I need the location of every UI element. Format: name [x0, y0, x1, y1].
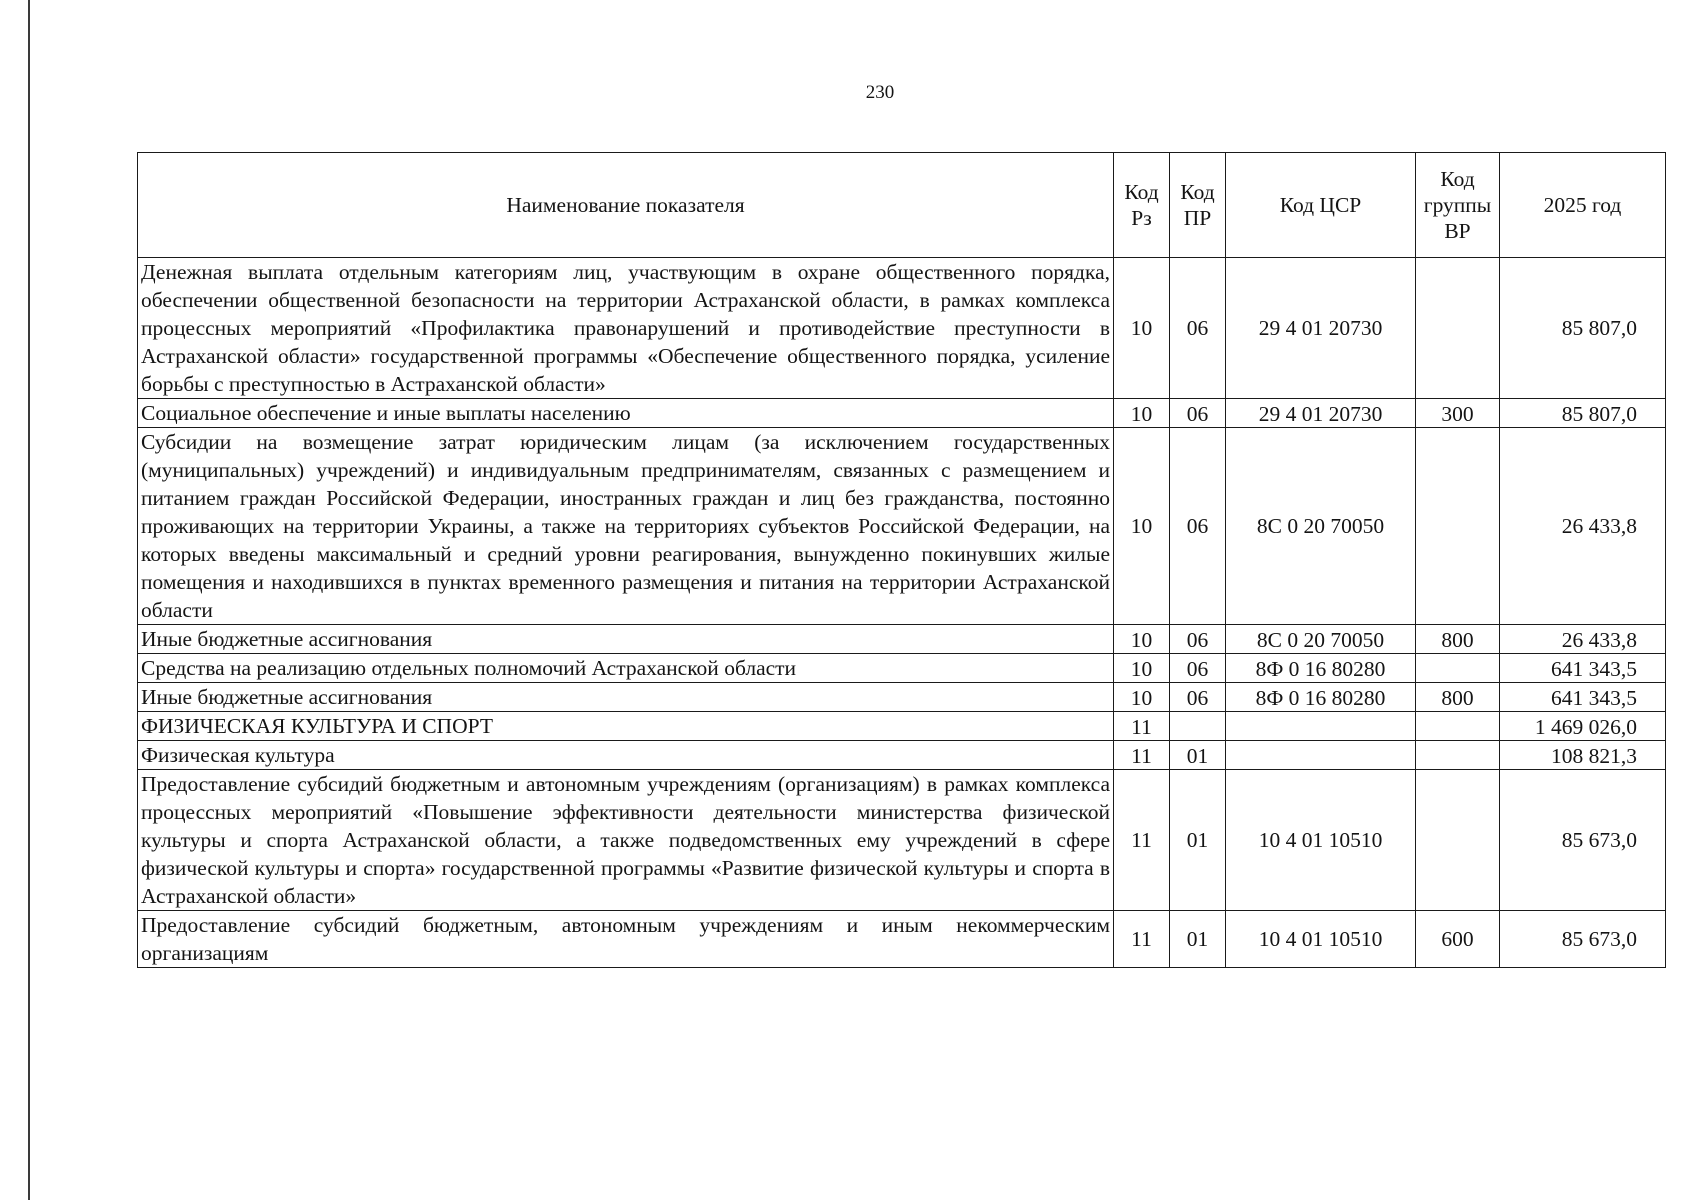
row-amount: 26 433,8	[1500, 428, 1666, 625]
row-amount: 1 469 026,0	[1500, 712, 1666, 741]
row-name: Субсидии на возмещение затрат юридическим лицам (за исключением государственных (муниципальных) учреждений) и индивидуальным предпринимателям, связанных с размещением и питанием граждан Российской Федерации, иностранных граждан и лиц без гражданства, постоянно проживающих на территории Украины, а также на территориях субъектов Российской Федерации, на которых введены максимальный и средний уровни реагирования, вынужденно покинувших жилые помещения и находившихся в пунктах временного размещения и питания на территории Астраханской области	[138, 428, 1114, 625]
row-rz: 11	[1114, 712, 1170, 741]
row-amount: 85 807,0	[1500, 258, 1666, 399]
row-name: Физическая культура	[138, 741, 1114, 770]
row-rz: 10	[1114, 654, 1170, 683]
row-csr	[1226, 712, 1416, 741]
row-pr: 01	[1170, 770, 1226, 911]
table-header-row	[138, 153, 1666, 258]
row-pr: 06	[1170, 428, 1226, 625]
row-name: ФИЗИЧЕСКАЯ КУЛЬТУРА И СПОРТ	[138, 712, 1114, 741]
row-vr	[1416, 712, 1500, 741]
row-csr: 8С 0 20 70050	[1226, 625, 1416, 654]
row-csr: 29 4 01 20730	[1226, 258, 1416, 399]
row-pr: 06	[1170, 625, 1226, 654]
row-vr: 300	[1416, 399, 1500, 428]
row-name: Иные бюджетные ассигнования	[138, 683, 1114, 712]
header-year: 2025 год	[1500, 153, 1666, 258]
row-name: Предоставление субсидий бюджетным, автономным учреждениям и иным некоммерческим организациям	[138, 911, 1114, 968]
row-rz: 11	[1114, 741, 1170, 770]
row-name: Социальное обеспечение и иные выплаты населению	[138, 399, 1114, 428]
row-rz: 11	[1114, 770, 1170, 911]
header-pr: Код ПР	[1170, 153, 1226, 258]
header-vr: Код группы ВР	[1416, 153, 1500, 258]
row-amount: 641 343,5	[1500, 654, 1666, 683]
table-row	[138, 741, 1666, 770]
table-row	[138, 911, 1666, 968]
table-row	[138, 770, 1666, 911]
row-name: Иные бюджетные ассигнования	[138, 625, 1114, 654]
row-amount: 85 673,0	[1500, 911, 1666, 968]
header-csr: Код ЦСР	[1226, 153, 1416, 258]
table-row	[138, 625, 1666, 654]
row-pr: 06	[1170, 654, 1226, 683]
header-name: Наименование показателя	[138, 153, 1114, 258]
table-row	[138, 683, 1666, 712]
budget-table	[137, 152, 1666, 968]
row-name: Денежная выплата отдельным категориям лиц, участвующим в охране общественного порядка, обеспечении общественной безопасности на территории Астраханской области, в рамках комплекса процессных мероприятий «Профилактика правонарушений и противодействие преступности в Астраханской области» государственной программы «Обеспечение общественного порядка, усиление борьбы с преступностью в Астраханской области»	[138, 258, 1114, 399]
row-pr: 06	[1170, 399, 1226, 428]
row-pr: 06	[1170, 683, 1226, 712]
row-amount: 641 343,5	[1500, 683, 1666, 712]
row-csr: 8Ф 0 16 80280	[1226, 683, 1416, 712]
row-amount: 26 433,8	[1500, 625, 1666, 654]
row-vr	[1416, 741, 1500, 770]
row-rz: 10	[1114, 258, 1170, 399]
row-pr: 01	[1170, 911, 1226, 968]
row-csr: 10 4 01 10510	[1226, 770, 1416, 911]
row-vr: 800	[1416, 683, 1500, 712]
row-csr: 29 4 01 20730	[1226, 399, 1416, 428]
table-row	[138, 654, 1666, 683]
row-rz: 10	[1114, 625, 1170, 654]
row-rz: 10	[1114, 683, 1170, 712]
page-number: 230	[865, 82, 895, 103]
row-vr: 600	[1416, 911, 1500, 968]
row-vr	[1416, 770, 1500, 911]
row-vr	[1416, 654, 1500, 683]
row-rz: 10	[1114, 428, 1170, 625]
row-csr: 10 4 01 10510	[1226, 911, 1416, 968]
row-vr	[1416, 258, 1500, 399]
row-rz: 10	[1114, 399, 1170, 428]
row-rz: 11	[1114, 911, 1170, 968]
table-row	[138, 428, 1666, 625]
table-row	[138, 399, 1666, 428]
row-csr: 8С 0 20 70050	[1226, 428, 1416, 625]
row-vr: 800	[1416, 625, 1500, 654]
page-left-edge-line	[28, 0, 30, 1200]
row-csr	[1226, 741, 1416, 770]
row-pr: 06	[1170, 258, 1226, 399]
row-name: Предоставление субсидий бюджетным и автономным учреждениям (организациям) в рамках комплекса процессных мероприятий «Повышение эффективности деятельности министерства физической культуры и спорта Астраханской области, а также подведомственных ему учреждений в сфере физической культуры и спорта» государственной программы «Развитие физической культуры и спорта в Астраханской области»	[138, 770, 1114, 911]
row-name: Средства на реализацию отдельных полномочий Астраханской области	[138, 654, 1114, 683]
table-row	[138, 258, 1666, 399]
row-amount: 108 821,3	[1500, 741, 1666, 770]
row-pr	[1170, 712, 1226, 741]
row-amount: 85 673,0	[1500, 770, 1666, 911]
row-amount: 85 807,0	[1500, 399, 1666, 428]
row-pr: 01	[1170, 741, 1226, 770]
row-vr	[1416, 428, 1500, 625]
table-row	[138, 712, 1666, 741]
row-csr: 8Ф 0 16 80280	[1226, 654, 1416, 683]
header-rz: Код Рз	[1114, 153, 1170, 258]
